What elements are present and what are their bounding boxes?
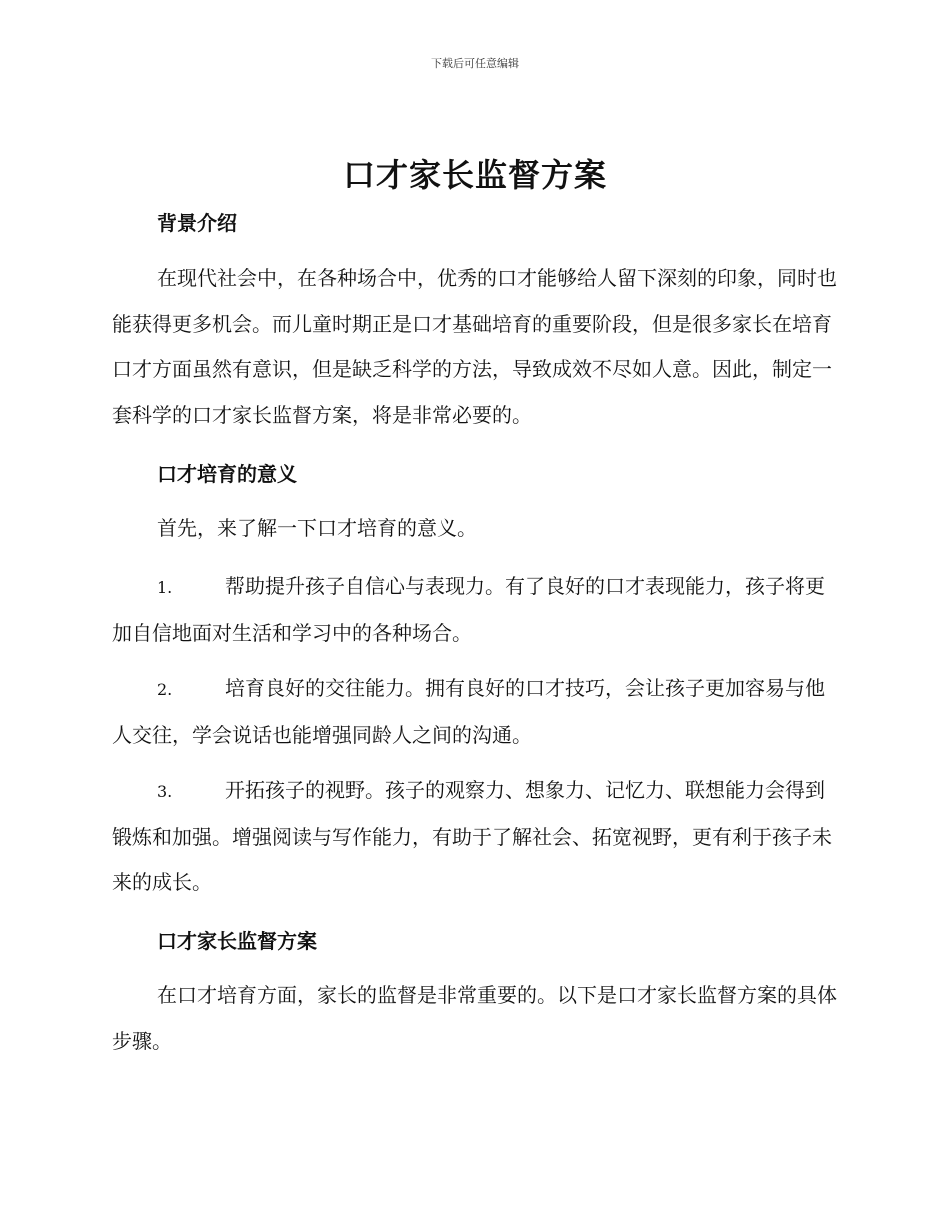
header-note: 下载后可任意编辑 bbox=[431, 57, 519, 70]
significance-intro-block bbox=[112, 506, 842, 552]
background-paragraph-block bbox=[112, 256, 842, 438]
background-paragraph: 在现代社会中，在各种场合中，优秀的口才能够给人留下深刻的印象，同时也能获得更多机会。而儿童时期正是口才基础培育的重要阶段，但是很多家长在培育口才方面虽然有意识，但是缺乏科学的方法，导致成效不尽如人意。因此，制定一套科学的口才家长监督方案，将是非常必要的。 bbox=[112, 266, 837, 427]
list-item-number: 1. bbox=[157, 578, 173, 597]
list-item-text: 培育良好的交往能力。拥有良好的口才技巧，会让孩子更加容易与他人交往，学会说话也能增强同龄人之间的沟通。 bbox=[112, 676, 825, 747]
plan-paragraph: 在口才培育方面，家长的监督是非常重要的。以下是口才家长监督方案的具体步骤。 bbox=[112, 983, 837, 1053]
list-item-1-block bbox=[112, 564, 842, 656]
list-item-3-block bbox=[112, 768, 842, 906]
plan-paragraph-block bbox=[112, 973, 842, 1064]
list-item-text: 开拓孩子的视野。孩子的观察力、想象力、记忆力、联想能力会得到锻炼和加强。增强阅读与写作能力，有助于了解社会、拓宽视野，更有利于孩子未来的成长。 bbox=[112, 778, 832, 894]
section-heading-plan: 口才家长监督方案 bbox=[157, 929, 317, 953]
section-heading-significance: 口才培育的意义 bbox=[157, 462, 297, 486]
list-item bbox=[112, 768, 842, 906]
list-item-text: 帮助提升孩子自信心与表现力。有了良好的口才表现能力，孩子将更加自信地面对生活和学习中的各种场合。 bbox=[112, 574, 825, 645]
list-item-number: 3. bbox=[157, 782, 173, 801]
section-heading-background: 背景介绍 bbox=[157, 211, 237, 235]
page-title: 口才家长监督方案 bbox=[342, 156, 607, 194]
list-item bbox=[112, 666, 842, 758]
list-item-2-block bbox=[112, 666, 842, 758]
list-item bbox=[112, 564, 842, 656]
significance-intro: 首先，来了解一下口才培育的意义。 bbox=[157, 516, 477, 540]
list-item-number: 2. bbox=[157, 680, 173, 699]
